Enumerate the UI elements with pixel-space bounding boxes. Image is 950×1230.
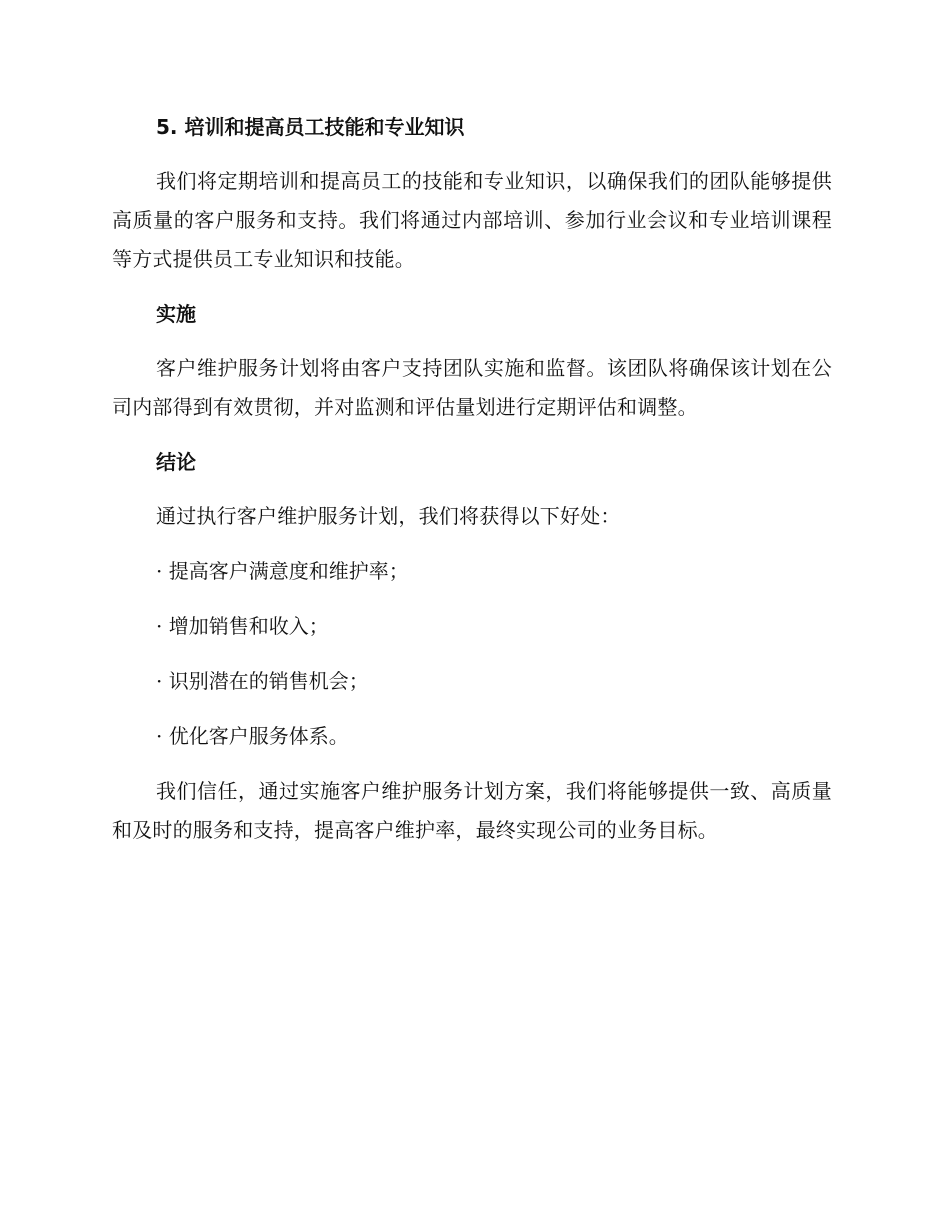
- list-item: · 提高客户满意度和维护率；: [156, 559, 409, 583]
- paragraph-implementation: 客户维护服务计划将由客户支持团队实施和监督。该团队将确保该计划在公司内部得到有效贯彻，并对监测和评估量划进行定期评估和调整。: [112, 356, 832, 419]
- list-item: · 增加销售和收入；: [156, 614, 329, 638]
- section-heading-implementation: 实施: [156, 302, 196, 326]
- paragraph-training: 我们将定期培训和提高员工的技能和专业知识，以确保我们的团队能够提供高质量的客户服务和支持。我们将通过内部培训、参加行业会议和专业培训课程等方式提供员工专业知识和技能。: [112, 169, 832, 271]
- section-heading-conclusion: 结论: [156, 450, 196, 474]
- list-item: · 优化客户服务体系。: [156, 724, 349, 748]
- section-heading-training: 5. 培训和提高员工技能和专业知识: [156, 115, 465, 139]
- document-page: [112, 108, 832, 866]
- paragraph-conclusion-intro: 通过执行客户维护服务计划，我们将获得以下好处：: [156, 504, 621, 528]
- paragraph-conclusion-closing: 我们信任，通过实施客户维护服务计划方案，我们将能够提供一致、高质量和及时的服务和支持，提高客户维护率，最终实现公司的业务目标。: [112, 779, 832, 842]
- list-item: · 识别潜在的销售机会；: [156, 669, 369, 693]
